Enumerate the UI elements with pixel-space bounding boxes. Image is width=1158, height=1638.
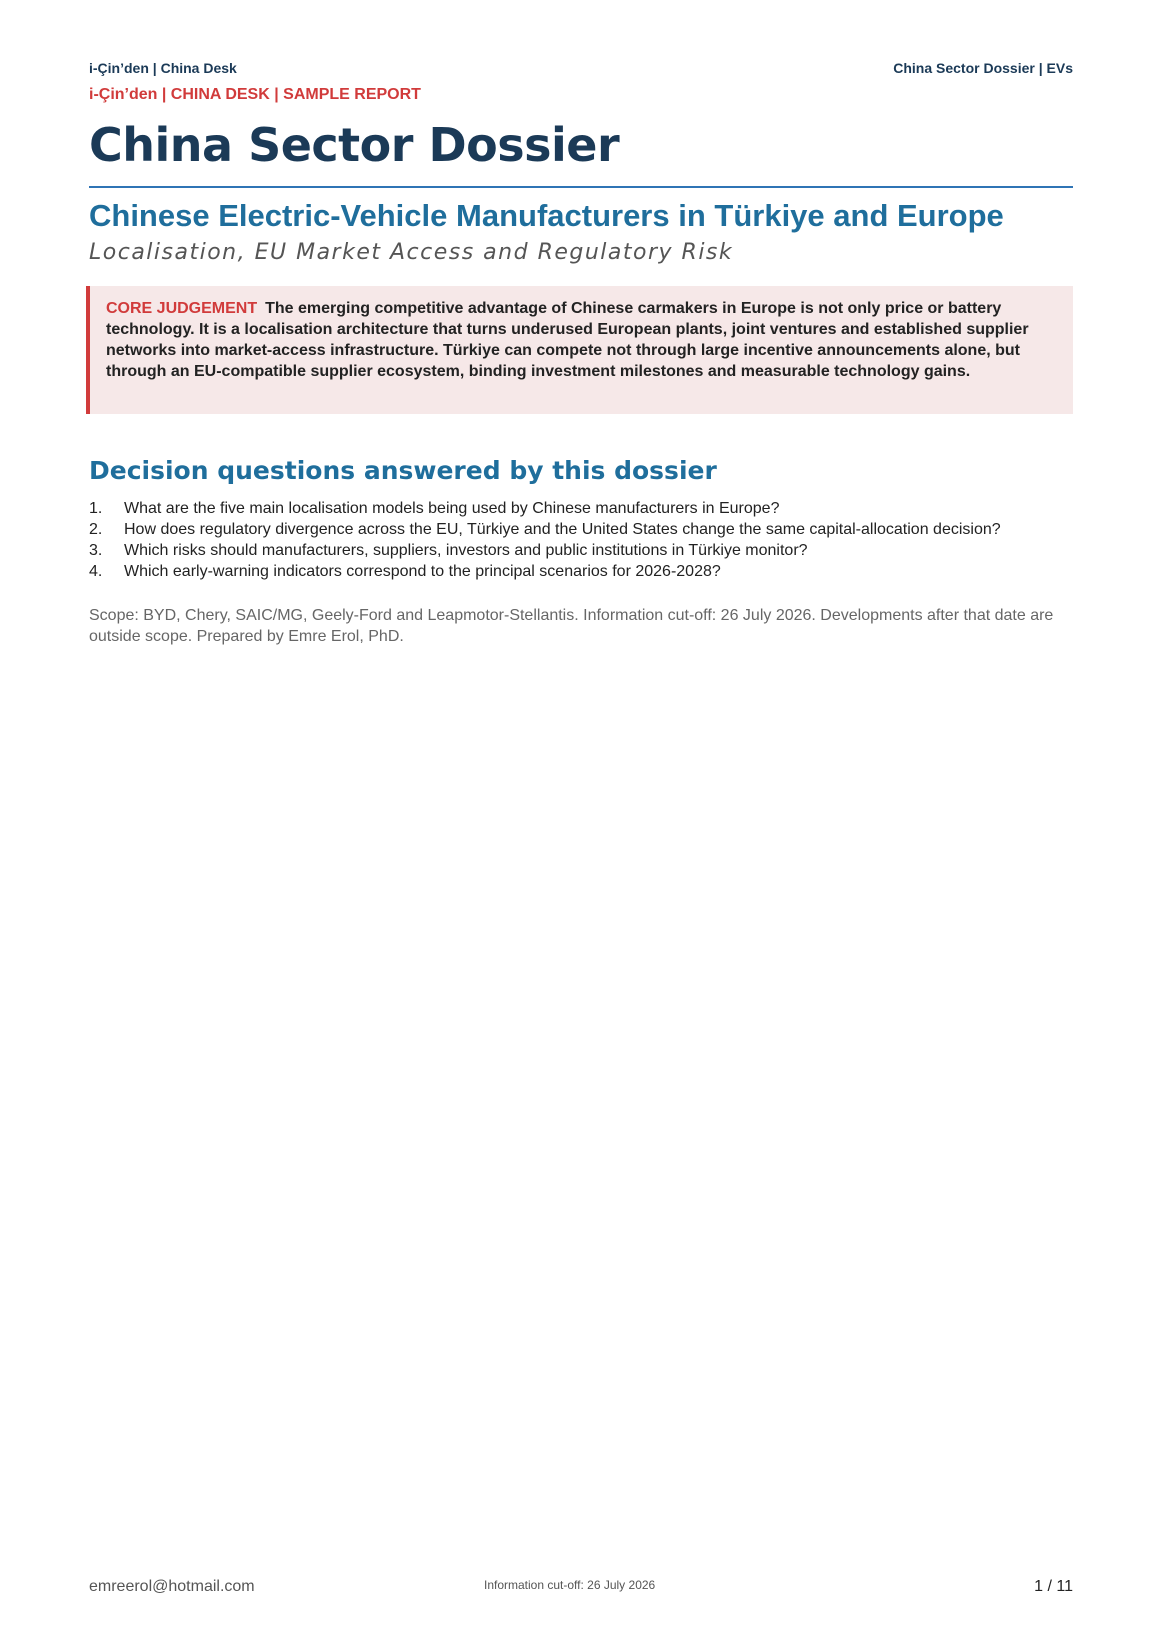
list-item <box>89 561 1073 582</box>
title-divider <box>89 186 1073 188</box>
report-subtitle: Chinese Electric-Vehicle Manufacturers in Türkiye and Europe <box>89 198 1004 233</box>
list-item <box>89 519 1073 540</box>
report-strapline: Localisation, EU Market Access and Regulatory Risk <box>89 240 734 265</box>
list-item <box>89 540 1073 561</box>
decision-questions-heading: Decision questions answered by this dossier <box>89 456 717 485</box>
list-item-number: 1. <box>89 500 103 517</box>
report-kicker: i-Çin’den | CHINA DESK | SAMPLE REPORT <box>89 86 421 103</box>
page-number: 1 / 11 <box>1034 1578 1073 1595</box>
header-publisher: i-Çin’den | China Desk <box>89 60 237 76</box>
list-item-number: 4. <box>89 563 103 580</box>
list-item-number: 3. <box>89 542 103 559</box>
core-judgement-text: The emerging competitive advantage of Chinese carmakers in Europe is not only price or battery technology. It is a localisation architecture that turns underused European plants, joint ventures and established supplier networks into market-access infrastructure. Türkiye can compete not through large incentive announcements alone, but through an EU-compatible supplier ecosystem, binding investment milestones and measurable technology gains. <box>106 300 1029 380</box>
footer-email-link[interactable]: emreerol@hotmail.com <box>89 1578 255 1595</box>
scope-note: Scope: BYD, Chery, SAIC/MG, Geely-Ford and Leapmotor-Stellantis. Information cut-off: 26 July 2026. Developments after that date are outside scope. Prepared by Emre Erol, PhD. <box>89 607 1054 645</box>
core-judgement-callout <box>86 286 1073 414</box>
list-item <box>89 498 1073 519</box>
list-item-text: Which early-warning indicators correspond to the principal scenarios for 2026-2028? <box>124 563 721 580</box>
list-item-text: Which risks should manufacturers, suppliers, investors and public institutions in Türkiye monitor? <box>124 542 808 559</box>
decision-questions-list <box>89 498 1073 582</box>
list-item-number: 2. <box>89 521 103 538</box>
page-title: China Sector Dossier <box>89 118 620 172</box>
footer-cutoff-note: Information cut-off: 26 July 2026 <box>484 1578 656 1592</box>
document-page <box>89 0 1073 1638</box>
core-judgement-label: CORE JUDGEMENT <box>106 300 258 317</box>
list-item-text: What are the five main localisation models being used by Chinese manufacturers in Europe? <box>124 500 780 517</box>
running-header <box>89 60 1073 80</box>
header-report-name: China Sector Dossier | EVs <box>893 60 1073 76</box>
list-item-text: How does regulatory divergence across the EU, Türkiye and the United States change the same capital-allocation decision? <box>124 521 1001 538</box>
